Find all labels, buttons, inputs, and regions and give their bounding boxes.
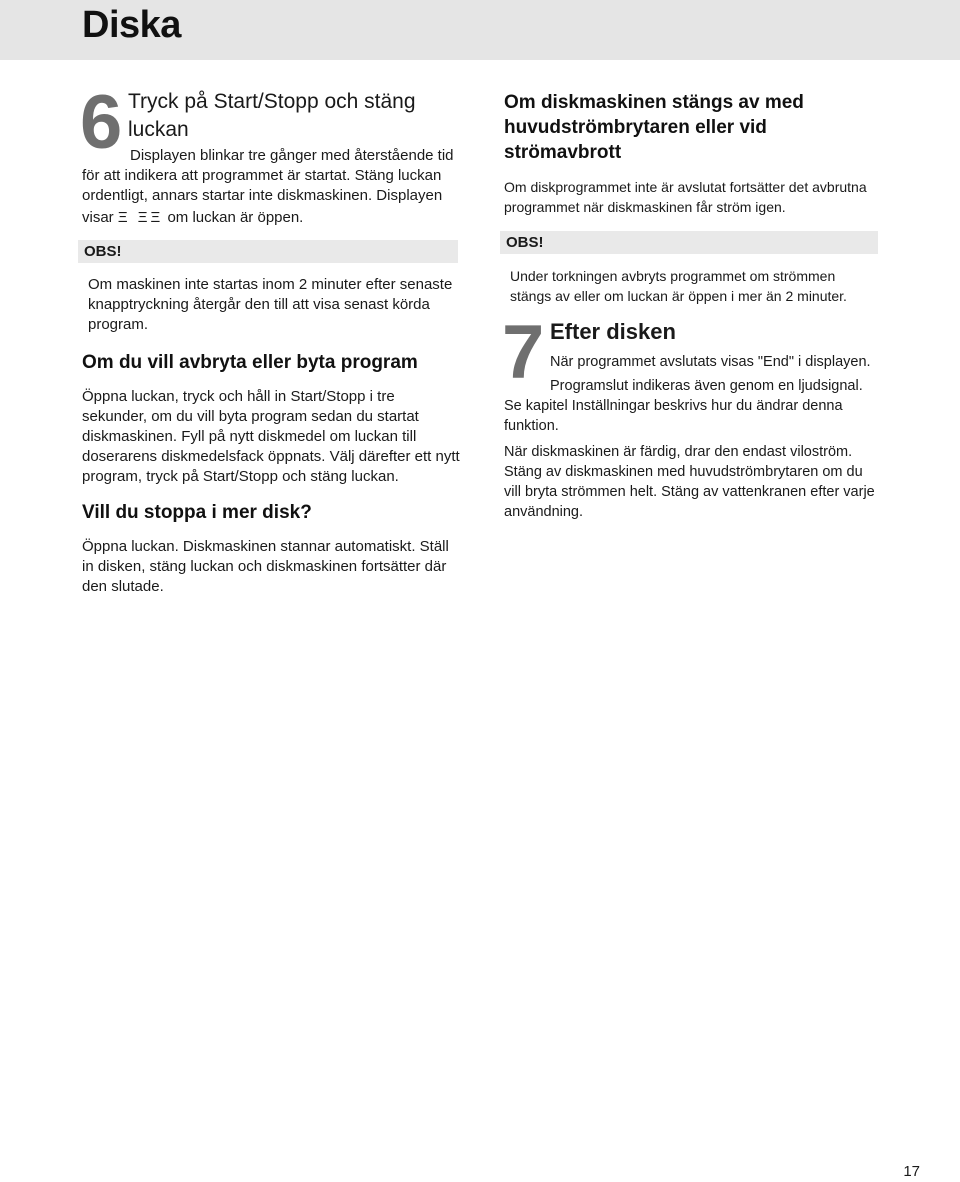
display-segment-icon: Ξ ΞΞ xyxy=(117,209,164,226)
step-text: När programmet avslutats visas "End" i displayen. xyxy=(550,354,871,370)
add-dishes-text: Öppna luckan. Diskmaskinen stannar automatiskt. Ställ in disken, stäng luckan och diskmaskinen fortsätter där den slutade. xyxy=(82,538,449,595)
step-title: Efter disken xyxy=(550,319,676,344)
step-text: När diskmaskinen är färdig, drar den endast viloström. Stäng av diskmaskinen med huvudströmbrytaren om du vill bryta strömmen helt. Stäng av vattenkranen efter varje användning. xyxy=(504,444,875,520)
step-6 xyxy=(80,80,460,228)
step-number: 7 xyxy=(502,310,545,395)
step-text: för att indikera att programmet är startat. Stäng luckan ordentligt, annars startar inte diskmaskinen. Displayen xyxy=(82,167,443,204)
obs-text: Om maskinen inte startas inom 2 minuter efter senaste knapptryckning återgår den till att visa senast körda program. xyxy=(88,276,453,333)
power-off-heading: Om diskmaskinen stängs av med huvudströmbrytaren eller vid strömavbrott xyxy=(504,92,804,163)
step-text: Displayen blinkar tre gånger med återstående tid xyxy=(130,147,454,164)
step-text-display xyxy=(82,208,460,228)
page-title: Diska xyxy=(82,4,181,46)
abort-heading: Om du vill avbryta eller byta program xyxy=(82,352,418,373)
obs-label: OBS! xyxy=(500,231,878,254)
obs-label: OBS! xyxy=(78,240,458,263)
step-number: 6 xyxy=(80,80,123,165)
add-dishes-heading: Vill du stoppa i mer disk? xyxy=(82,502,312,523)
right-column xyxy=(504,88,880,522)
step-text: Se kapitel Inställningar beskrivs hur du ändrar denna funktion. xyxy=(504,398,843,434)
left-column xyxy=(80,80,460,597)
page-number: 17 xyxy=(903,1163,920,1180)
obs-text: Under torkningen avbryts programmet om strömmen stängs av eller om luckan är öppen i mer än 2 minuter. xyxy=(510,268,847,304)
abort-text: Öppna luckan, tryck och håll in Start/Stopp i tre sekunder, om du vill byta program sedan du startat diskmaskinen. Fyll på nytt diskmedel om luckan till doserarens diskmedelsfack öppnats. Välj därefter ett nytt program, tryck på Start/Stopp och stäng luckan. xyxy=(82,388,460,485)
step-title: Tryck på Start/Stopp och stäng luckan xyxy=(128,90,416,141)
step-7 xyxy=(502,310,880,522)
step-text: om luckan är öppen. xyxy=(167,209,304,226)
step-text: visar xyxy=(82,209,114,226)
step-text: Programslut indikeras även genom en ljudsignal. xyxy=(550,378,863,394)
power-off-text: Om diskprogrammet inte är avslutat fortsätter det avbrutna programmet när diskmaskinen får ström igen. xyxy=(504,179,867,215)
